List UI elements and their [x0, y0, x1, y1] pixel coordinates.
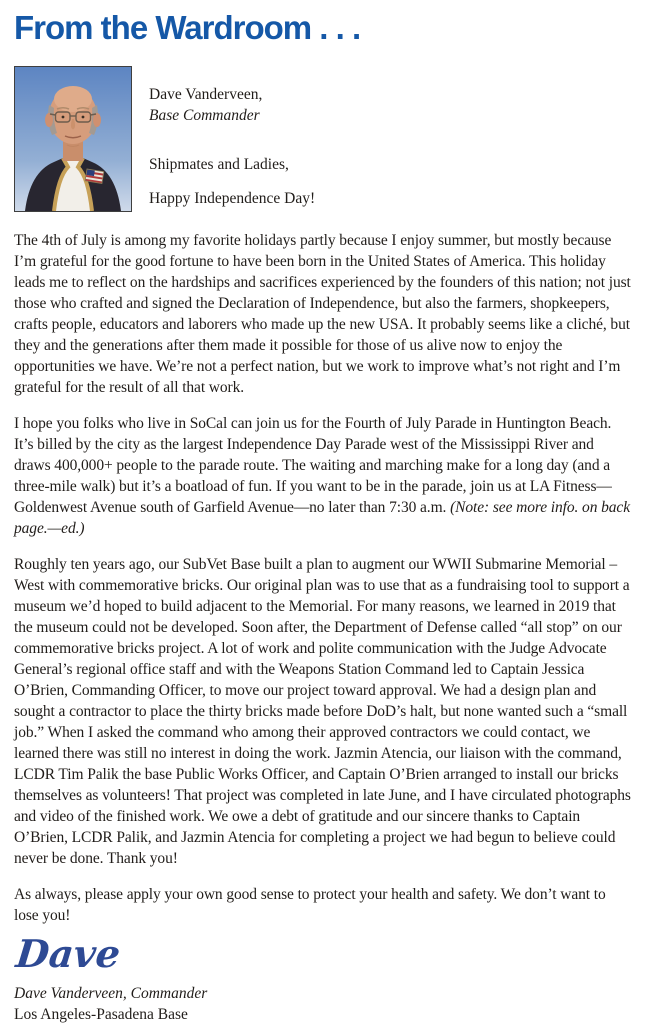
commander-photo [14, 66, 132, 212]
signature-base-line: Los Angeles-Pasadena Base [14, 1006, 188, 1023]
commander-name: Dave Vanderveen, [149, 86, 263, 103]
paragraph-bricks-project: Roughly ten years ago, our SubVet Base built a plan to augment our WWII Submarine Memorial – West with commemorative bricks. Our original plan was to use that as a fundraising tool to support a museum we’d hoped to build adjacent to the Memorial. For many reasons, we learned in 2019 that the museum could not be developed. Soon after, the Department of Defense called “all stop” on our commemorative bricks project. A lot of work and polite communication with the Judge Advocate General’s regional office staff and with the Weapons Station Command led to Captain Jessica O’Brien, Commanding Officer, to move our project toward approval. We had a design plan and sought a contractor to place the thirty bricks made before DoD’s halt, but none wanted such a “small job.” When I asked the command who among their approved contractors we could contact, we learned there was still no interest in doing the work. Jazmin Atencia, our liaison with the command, LCDR Tim Palik the base Public Works Officer, and Captain O’Brien arranged to install our bricks themselves as volunteers! That project was completed in late June, and I have circulated photographs and video of the finished work. We owe a debt of gratitude and our sincere thanks to Captain O’Brien, LCDR Palik, and Jazmin Atencia for completing a project we had begun to believe could never be done. Thank you! [14, 556, 631, 867]
paragraph-safety: As always, please apply your own good sense to protect your health and safety. We don’t want to lose you! [14, 886, 606, 924]
flag-patch [85, 169, 104, 184]
paragraph-holidays: The 4th of July is among my favorite holidays partly because I enjoy summer, but mostly because I’m grateful for the good fortune to have been born in the United States of America. This holiday leads me to reflect on the hardships and sacrifices experienced by the founders of this nation; not just those who crafted and signed the Declaration of Independence, but also the farmers, shopkeepers, crafts people, educators and laborers who made up the new USA. It probably seems like a cliché, but they and the generations after them made it possible for those of us alive now to enjoy the opportunities we have. We’re not a perfect nation, but we work to improve what’s not right and I’m grateful for the result of all that work. [14, 232, 631, 396]
commander-intro [14, 66, 633, 212]
paragraph-parade-note: (Note: see more info. on back page.—ed.) [14, 499, 630, 537]
commander-role: Base Commander [149, 107, 260, 124]
paragraph-parade-text: I hope you folks who live in SoCal can join us for the Fourth of July Parade in Huntington Beach. It’s billed by the city as the largest Independence Day Parade west of the Mississippi River and draws 400,000+ people to the parade route. The waiting and marching make for a long day (and a three-mile walk) but it’s a boatload of fun. If you want to be in the parade, join us at LA Fitness—Goldenwest Avenue south of Garfield Avenue—no later than 7:30 a.m. [14, 415, 612, 516]
commander-intro-text [149, 66, 315, 212]
page-title: From the Wardroom . . . [14, 9, 361, 46]
commander-portrait-illustration [15, 67, 131, 211]
paragraph-parade [14, 413, 633, 539]
greeting: Happy Independence Day! [149, 190, 316, 207]
signature-name-line: Dave Vanderveen, Commander [14, 985, 208, 1002]
salutation: Shipmates and Ladies, [149, 156, 289, 173]
signature-script: Dave [13, 931, 123, 976]
